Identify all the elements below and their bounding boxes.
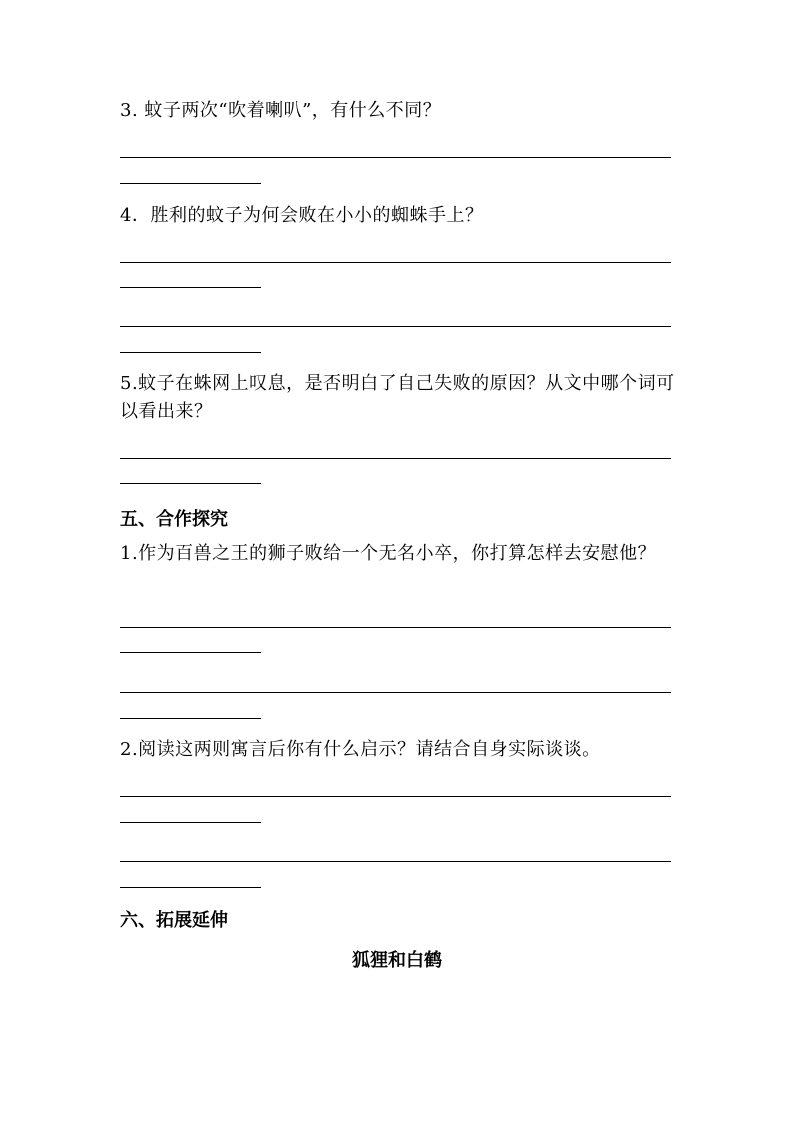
answer-line[interactable]	[120, 352, 261, 353]
answer-line[interactable]	[120, 652, 261, 653]
answer-line[interactable]	[120, 326, 671, 327]
question-5: 5.蚊子在蛛网上叹息，是否明白了自己失败的原因？从文中哪个词可以看出来？	[120, 373, 675, 422]
answer-line[interactable]	[120, 458, 671, 459]
section-5-heading: 五、合作探究	[120, 509, 228, 530]
story-title: 狐狸和白鹤	[352, 950, 442, 971]
answer-line[interactable]	[120, 718, 261, 719]
section-5-question-2: 2.阅读这两则寓言后你有什么启示？请结合自身实际谈谈。	[120, 739, 601, 760]
answer-line[interactable]	[120, 287, 261, 288]
question-4: 4．胜利的蚊子为何会败在小小的蜘蛛手上？	[120, 205, 484, 226]
answer-line[interactable]	[120, 692, 671, 693]
section-6-heading: 六、拓展延伸	[120, 910, 228, 931]
answer-line[interactable]	[120, 262, 671, 263]
answer-line[interactable]	[120, 183, 261, 184]
question-3: 3. 蚊子两次“吹着喇叭”，有什么不同？	[120, 100, 442, 121]
answer-line[interactable]	[120, 483, 261, 484]
section-5-question-1: 1.作为百兽之王的狮子败给一个无名小卒，你打算怎样去安慰他？	[120, 543, 657, 564]
answer-line[interactable]	[120, 796, 671, 797]
answer-line[interactable]	[120, 157, 671, 158]
answer-line[interactable]	[120, 861, 671, 862]
answer-line[interactable]	[120, 627, 671, 628]
answer-line[interactable]	[120, 887, 261, 888]
answer-line[interactable]	[120, 822, 261, 823]
